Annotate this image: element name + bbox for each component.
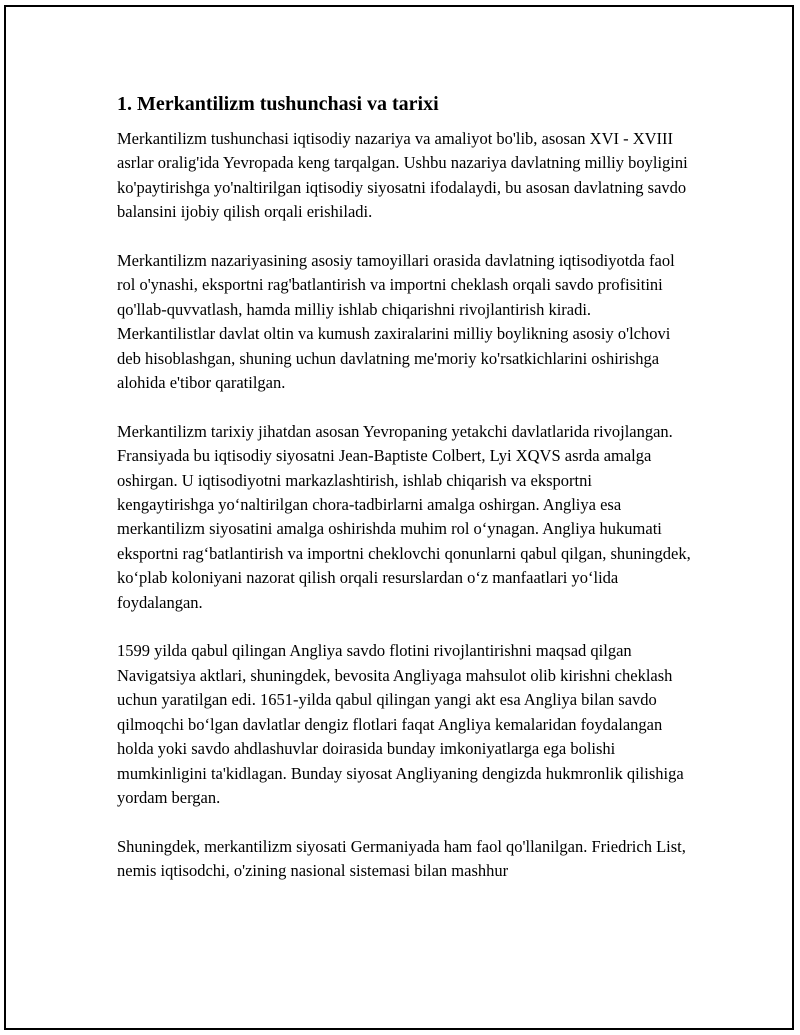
document-body [117,92,692,908]
section-heading: 1. Merkantilizm tushunchasi va tarixi [117,93,439,115]
paragraph-1: Merkantilizm tushunchasi iqtisodiy nazariya va amaliyot bo'lib, asosan XVI - XVIII asrlar oralig'ida Yevropada keng tarqalgan. Ushbu nazariya davlatning milliy boyligini ko'paytirishga yo'naltirilgan iqtisodiy siyosatni ifodalaydi, bu asosan davlatning savdo balansini ijobiy qilish orqali erishiladi. [117,129,688,222]
paragraph-2: Merkantilizm nazariyasining asosiy tamoyillari orasida davlatning iqtisodiyotda faol rol o'ynashi, eksportni rag'batlantirish va importni cheklash orqali savdo profisitini qo'llab-quvvatlash, hamda milliy ishlab chiqarishni rivojlantirish kiradi. Merkantilistlar davlat oltin va kumush zaxiralarini milliy boylikning asosiy o'lchovi deb hisoblashgan, shuning uchun davlatning me'moriy ko'rsatkichlarini oshirishga alohida e'tibor qaratilgan. [117,251,675,393]
paragraph-4: 1599 yilda qabul qilingan Angliya savdo flotini rivojlantirishni maqsad qilgan Navigatsiya aktlari, shuningdek, bevosita Angliyaga mahsulot olib kirishni cheklash uchun yaratilgan edi. 1651-yilda qabul qilingan yangi akt esa Angliya bilan savdo qilmoqchi bo‘lgan davlatlar dengiz flotlari faqat Angliya kemalaridan foydalangan holda yoki savdo ahdlashuvlar doirasida bunday imkoniyatlarga ega bolishi mumkinligini ta'kidlagan. Bunday siyosat Angliyaning dengizda hukmronlik qilishiga yordam bergan. [117,641,684,807]
paragraph-5: Shuningdek, merkantilizm siyosati Germaniyada ham faol qo'llanilgan. Friedrich List, nemis iqtisodchi, o'zining nasional sistemasi bilan mashhur [117,836,686,881]
paragraph-3: Merkantilizm tarixiy jihatdan asosan Yevropaning yetakchi davlatlarida rivojlangan. Fransiyada bu iqtisodiy siyosatni Jean-Baptiste Colbert, Lyi XQVS asrda amalga oshirgan. U iqtisodiyotni markazlashtirish, ishlab chiqarish va eksportni kengaytirishga yo‘naltirilgan chora-tadbirlarni amalga oshirgan. Angliya esa merkantilizm siyosatini amalga oshirishda muhim rol o‘ynagan. Angliya hukumati eksportni rag‘batlantirish va importni cheklovchi qonunlarni qabul qilgan, shuningdek, ko‘plab koloniyani nazorat qilish orqali resurslardan o‘z manfaatlari yo‘lida foydalangan. [117,421,691,612]
